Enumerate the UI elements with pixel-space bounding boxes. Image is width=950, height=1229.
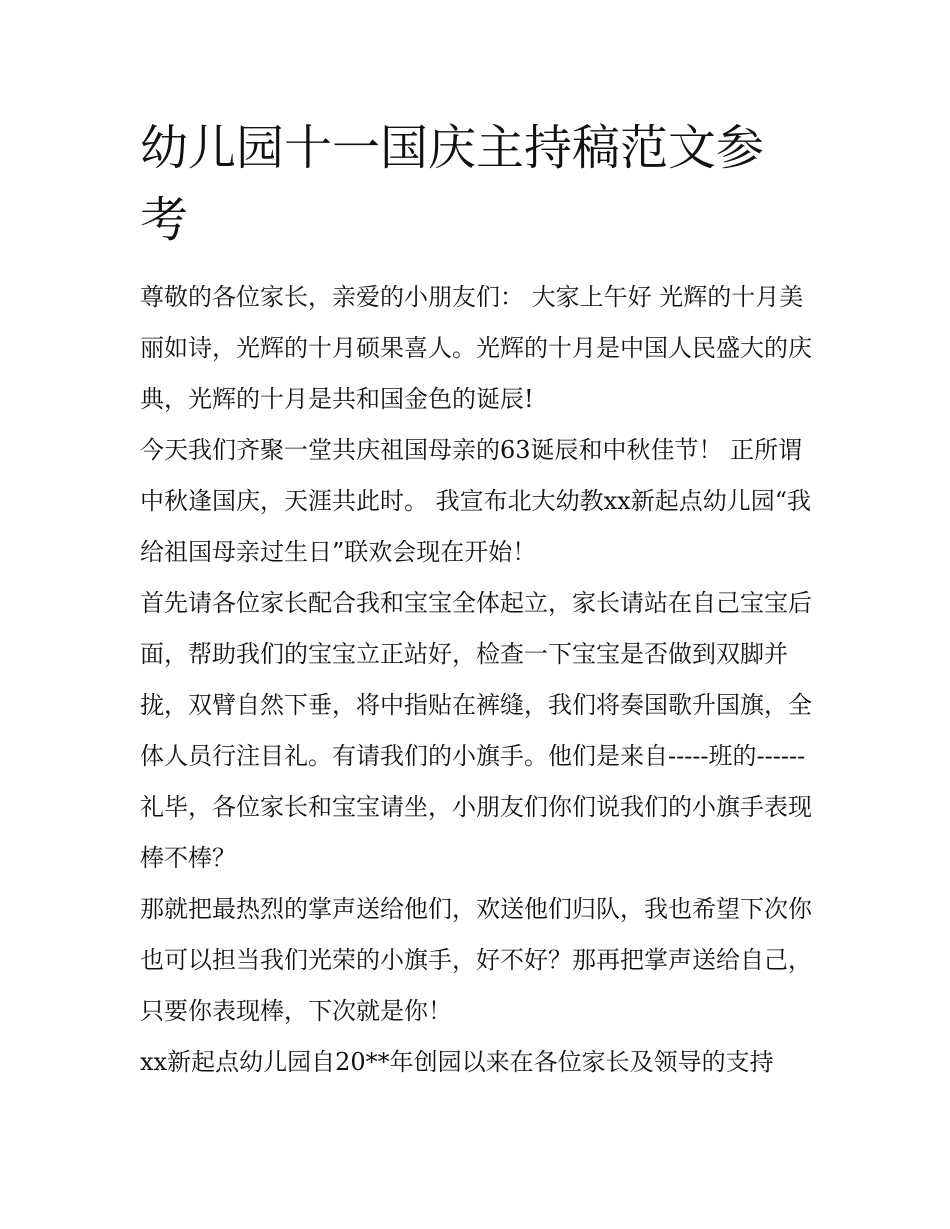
paragraph-applause: 那就把最热烈的掌声送给他们，欢送他们归队，我也希望下次你也可以担当我们光荣的小旗手，好不好？那再把掌声送给自己，只要你表现棒，下次就是你！ (140, 895, 812, 1025)
document-title: 幼儿园十一国庆主持稿范文参考 (140, 120, 765, 248)
paragraph-history: xx新起点幼儿园自20**年创园以来在各位家长及领导的支持 (140, 1048, 774, 1076)
paragraph-flag-ceremony: 首先请各位家长配合我和宝宝全体起立，家长请站在自己宝宝后面，帮助我们的宝宝立正站好，检查一下宝宝是否做到双脚并拢，双臂自然下垂，将中指贴在裤缝，我们将奏国歌升国旗，全体人员行注目礼。有请我们的小旗手。他们是来自-----班的------ 礼毕，各位家长和宝宝请坐，小朋友们你们说我们的小旗手表现棒不棒？ (140, 589, 812, 872)
paragraph-greeting: 尊敬的各位家长，亲爱的小朋友们： 大家上午好 光辉的十月美丽如诗，光辉的十月硕果喜人。光辉的十月是中国人民盛大的庆典，光辉的十月是共和国金色的诞辰! (140, 283, 812, 413)
paragraph-opening: 今天我们齐聚一堂共庆祖国母亲的63诞辰和中秋佳节！ 正所谓中秋逢国庆，天涯共此时。 我宣布北大幼教xx新起点幼儿园“我给祖国母亲过生日”联欢会现在开始！ (140, 436, 811, 566)
document-body (140, 112, 820, 1088)
